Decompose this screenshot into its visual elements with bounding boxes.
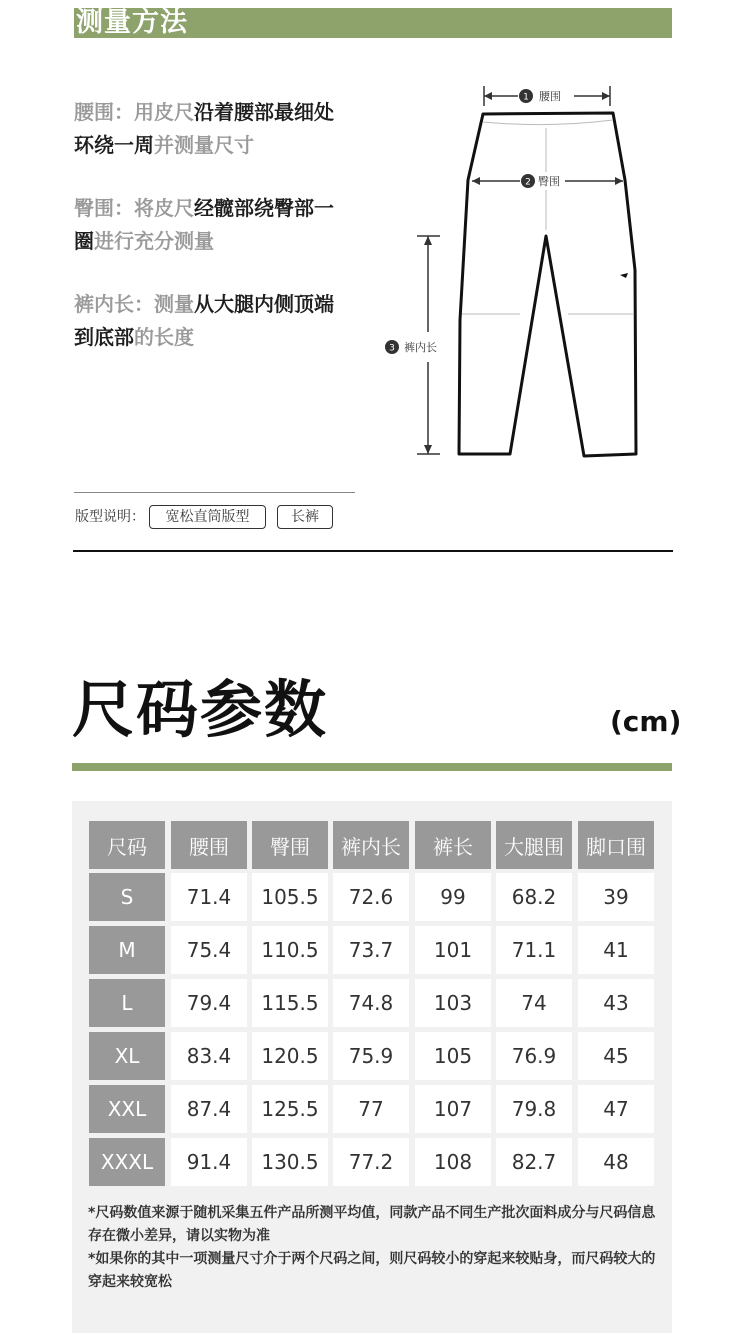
table-header-cell: 大腿围 bbox=[496, 821, 572, 869]
note-text: *如果你的其中一项测量尺寸介于两个尺码之间，则尺码较小的穿起来较贴身，而尺码较大的穿起来较宽松 bbox=[88, 1251, 656, 1290]
table-cell: 41 bbox=[578, 926, 654, 974]
table-cell: 115.5 bbox=[252, 979, 328, 1027]
fit-label: 版型说明： bbox=[75, 509, 145, 525]
table-header-cell: 脚口围 bbox=[578, 821, 654, 869]
hip-label: 臀围 bbox=[538, 175, 560, 188]
table-cell: 103 bbox=[415, 979, 491, 1027]
table-header-cell: 裤长 bbox=[415, 821, 491, 869]
table-cell: 79.8 bbox=[496, 1085, 572, 1133]
table-cell: 45 bbox=[578, 1032, 654, 1080]
instruction-text: 经髋部绕臀部一圈 bbox=[74, 196, 334, 253]
instruction-label: 裤内长： bbox=[74, 292, 154, 316]
table-cell: 110.5 bbox=[252, 926, 328, 974]
table-cell: 107 bbox=[415, 1085, 491, 1133]
table-cell: 39 bbox=[578, 873, 654, 921]
instruction-label: 腰围： bbox=[74, 100, 134, 124]
table-cell: 76.9 bbox=[496, 1032, 572, 1080]
table-cell: 130.5 bbox=[252, 1138, 328, 1186]
table-cell: 43 bbox=[578, 979, 654, 1027]
waist-instruction bbox=[74, 96, 344, 162]
waist-measure bbox=[484, 86, 610, 106]
size-label-cell: XL bbox=[89, 1032, 165, 1080]
table-header-cell: 臀围 bbox=[252, 821, 328, 869]
table-cell: 87.4 bbox=[171, 1085, 247, 1133]
fit-tag: 长裤 bbox=[277, 505, 333, 529]
badge-number: 1 bbox=[523, 92, 529, 103]
inseam-label: 裤内长 bbox=[404, 341, 437, 354]
table-header-cell: 尺码 bbox=[89, 821, 165, 869]
table-cell: 91.4 bbox=[171, 1138, 247, 1186]
table-cell: 77 bbox=[333, 1085, 409, 1133]
divider bbox=[74, 492, 355, 493]
size-label-cell: L bbox=[89, 979, 165, 1027]
table-cell: 101 bbox=[415, 926, 491, 974]
inseam-instruction bbox=[74, 288, 344, 354]
table-cell: 73.7 bbox=[333, 926, 409, 974]
waist-label: 腰围 bbox=[539, 90, 561, 103]
table-cell: 79.4 bbox=[171, 979, 247, 1027]
pants-outline-icon bbox=[459, 113, 636, 456]
instruction-text: 的长度 bbox=[134, 325, 194, 349]
hip-instruction bbox=[74, 192, 344, 258]
table-cell: 105.5 bbox=[252, 873, 328, 921]
fit-tag: 宽松直筒版型 bbox=[149, 505, 266, 529]
size-label-cell: M bbox=[89, 926, 165, 974]
section-title: 测量方法 bbox=[76, 7, 188, 38]
instruction-text: 从大腿内侧顶端到底部 bbox=[74, 292, 334, 349]
size-title: 尺码参数 bbox=[72, 673, 329, 746]
table-cell: 74.8 bbox=[333, 979, 409, 1027]
size-label-cell: S bbox=[89, 873, 165, 921]
size-label-cell: XXXL bbox=[89, 1138, 165, 1186]
unit-label: (cm) bbox=[610, 705, 682, 738]
table-cell: 68.2 bbox=[496, 873, 572, 921]
table-cell: 82.7 bbox=[496, 1138, 572, 1186]
badge-number: 3 bbox=[389, 343, 395, 354]
instruction-text: 测量 bbox=[154, 292, 194, 316]
table-cell: 72.6 bbox=[333, 873, 409, 921]
inseam-measure bbox=[385, 236, 440, 454]
table-cell: 74 bbox=[496, 979, 572, 1027]
table-cell: 108 bbox=[415, 1138, 491, 1186]
table-cell: 105 bbox=[415, 1032, 491, 1080]
table-header-cell: 腰围 bbox=[171, 821, 247, 869]
size-label-cell: XXL bbox=[89, 1085, 165, 1133]
instruction-text: 用皮尺 bbox=[134, 100, 194, 124]
table-cell: 99 bbox=[415, 873, 491, 921]
table-cell: 77.2 bbox=[333, 1138, 409, 1186]
notes bbox=[88, 1202, 658, 1294]
table-cell: 125.5 bbox=[252, 1085, 328, 1133]
instruction-text: 沿着腰部最细处环绕一周 bbox=[74, 100, 334, 157]
table-header-cell: 裤内长 bbox=[333, 821, 409, 869]
instruction-label: 臀围： bbox=[74, 196, 134, 220]
table-cell: 120.5 bbox=[252, 1032, 328, 1080]
table-cell: 75.4 bbox=[171, 926, 247, 974]
pants-diagram bbox=[370, 70, 670, 470]
table-cell: 75.9 bbox=[333, 1032, 409, 1080]
table-cell: 83.4 bbox=[171, 1032, 247, 1080]
instruction-text: 进行充分测量 bbox=[94, 229, 214, 253]
table-cell: 47 bbox=[578, 1085, 654, 1133]
hip-measure bbox=[472, 172, 623, 190]
table-cell: 48 bbox=[578, 1138, 654, 1186]
badge-number: 2 bbox=[525, 177, 531, 188]
table-cell: 71.4 bbox=[171, 873, 247, 921]
instruction-text: 将皮尺 bbox=[134, 196, 194, 220]
note-text: *尺码数值来源于随机采集五件产品所测平均值，同款产品不同生产批次面料成分与尺码信息存在微小差异，请以实物为准 bbox=[88, 1205, 656, 1244]
accent-divider bbox=[72, 763, 672, 771]
divider bbox=[73, 550, 673, 552]
table-cell: 71.1 bbox=[496, 926, 572, 974]
instruction-text: 并测量尺寸 bbox=[154, 133, 254, 157]
